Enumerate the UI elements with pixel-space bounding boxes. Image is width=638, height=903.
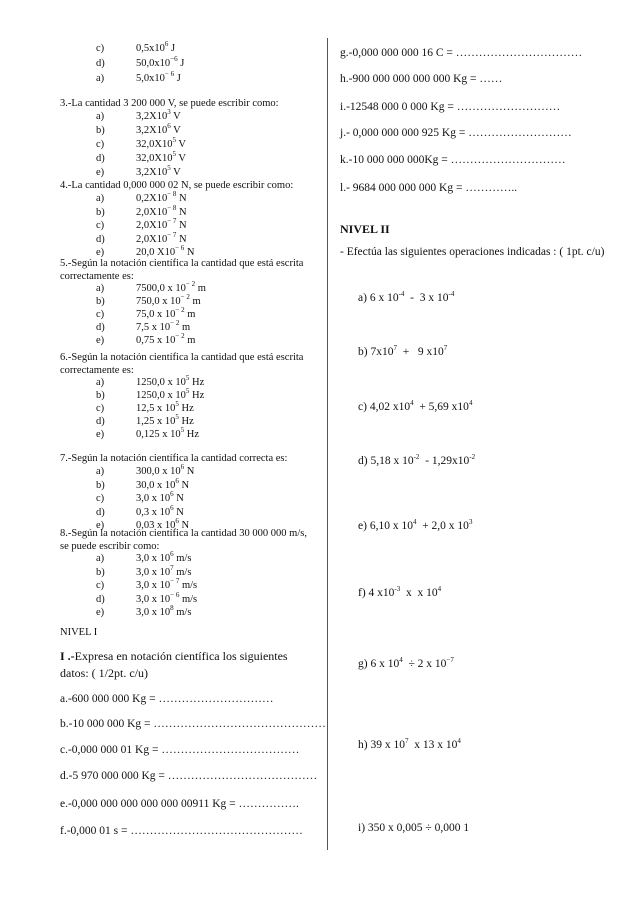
option-value bbox=[136, 55, 185, 70]
operation-row bbox=[358, 658, 454, 670]
option-letter: a) bbox=[96, 283, 105, 294]
option-value bbox=[136, 387, 205, 402]
section-heading: NIVEL II bbox=[340, 222, 390, 236]
option-letter: a) bbox=[96, 111, 105, 122]
option-mantissa: 30,0 x 10 bbox=[136, 479, 176, 491]
option-mantissa: 2,0X10 bbox=[136, 233, 168, 245]
operation-term: 6 x 10 bbox=[369, 292, 399, 304]
option-letter: c) bbox=[96, 493, 105, 504]
option-mantissa: 1250,0 x 10 bbox=[136, 390, 186, 401]
option-mantissa: 300,0 x 10 bbox=[136, 466, 181, 477]
option-mantissa: 7500,0 x 10 bbox=[136, 283, 186, 294]
option-exponent: 6 bbox=[170, 503, 174, 512]
question-prompt: 4.-La cantidad 0,000 000 02 N, se puede escribir como: bbox=[60, 180, 294, 191]
option-letter: a) bbox=[96, 193, 105, 204]
question-prompt: 6.-Según la notación científica la cantidad que está escrita correctamente es: bbox=[60, 352, 304, 376]
option-letter: c) bbox=[96, 220, 105, 231]
option-unit: Hz bbox=[181, 416, 194, 427]
operation-term: 4,02 x10 bbox=[369, 401, 411, 413]
option-unit: Hz bbox=[192, 377, 205, 388]
operation-letter: h) bbox=[358, 739, 368, 751]
option-exponent: 5 bbox=[172, 150, 176, 158]
option-letter: c) bbox=[96, 403, 105, 414]
fill-in-item: e.-0,000 000 000 000 000 00911 Kg = ……………. bbox=[60, 798, 299, 810]
operation-row bbox=[358, 520, 472, 532]
option-value bbox=[136, 108, 181, 123]
fill-in-item: g.-0,000 000 000 16 C = …………………………… bbox=[340, 47, 583, 59]
option-value bbox=[136, 164, 181, 179]
option-mantissa: 50,0x10 bbox=[136, 58, 171, 69]
operation-exponent: 7 bbox=[393, 344, 397, 352]
option-value bbox=[136, 563, 192, 579]
option-mantissa: 5,0x10 bbox=[136, 73, 165, 84]
option-value bbox=[136, 217, 187, 232]
option-exponent: − 2 bbox=[170, 319, 180, 327]
operation-letter: i) bbox=[358, 822, 366, 834]
option-letter: a) bbox=[96, 377, 105, 388]
option-mantissa: 12,5 x 10 bbox=[136, 403, 176, 414]
option-value bbox=[136, 306, 196, 321]
option-exponent: 5 bbox=[185, 374, 190, 382]
option-exponent: − 7 bbox=[167, 217, 177, 225]
option-mantissa: 3,0 x 10 bbox=[136, 493, 171, 504]
option-letter: a) bbox=[96, 466, 105, 477]
option-letter: c) bbox=[96, 139, 105, 150]
option-letter: e) bbox=[96, 520, 105, 531]
option-letter: d) bbox=[96, 58, 105, 69]
option-unit: m/s bbox=[176, 607, 192, 618]
operation-term: + 9 x10 bbox=[396, 346, 444, 358]
option-letter: e) bbox=[96, 607, 105, 618]
option-mantissa: 20,0 X10 bbox=[136, 247, 176, 258]
question-prompt: 7.-Según la notación científica la cantidad correcta es: bbox=[60, 453, 288, 464]
fill-in-item: j.- 0,000 000 000 925 Kg = ……………………… bbox=[340, 127, 572, 139]
option-exponent: 6 bbox=[175, 476, 179, 485]
option-unit: N bbox=[176, 493, 184, 504]
option-exponent: − 2 bbox=[175, 306, 185, 314]
option-mantissa: 3,0 x 10 bbox=[136, 593, 171, 605]
option-mantissa: 2,0X10 bbox=[136, 206, 168, 218]
option-exponent: 6 bbox=[167, 122, 171, 130]
operation-term: x x 10 bbox=[400, 587, 438, 599]
option-value bbox=[136, 476, 190, 492]
option-letter: c) bbox=[96, 309, 105, 320]
operation-term: + 5,69 x10 bbox=[413, 401, 469, 413]
operation-exponent: -4 bbox=[398, 290, 405, 298]
option-value bbox=[136, 590, 198, 606]
option-exponent: − 2 bbox=[175, 332, 185, 340]
fill-in-item: a.-600 000 000 Kg = ………………………… bbox=[60, 693, 274, 705]
operation-term: ÷ 2 x 10 bbox=[402, 658, 447, 670]
option-letter: d) bbox=[96, 233, 105, 245]
option-mantissa: 0,75 x 10 bbox=[136, 335, 176, 346]
option-exponent: − 7 bbox=[170, 577, 180, 585]
operation-row bbox=[358, 587, 441, 599]
operation-term: + 2,0 x 10 bbox=[416, 520, 469, 532]
operation-term: x 13 x 10 bbox=[408, 739, 458, 751]
option-unit: m/s bbox=[176, 566, 192, 578]
operation-exponent: 4 bbox=[437, 585, 442, 593]
option-value bbox=[136, 604, 192, 619]
option-letter: c) bbox=[96, 580, 105, 591]
option-letter: d) bbox=[96, 416, 105, 427]
option-exponent: 6 bbox=[170, 550, 174, 558]
operation-exponent: 4 bbox=[410, 399, 414, 407]
operation-letter: f) bbox=[358, 587, 366, 599]
option-unit: N bbox=[179, 193, 187, 204]
option-value bbox=[136, 374, 205, 389]
operation-exponent: -2 bbox=[413, 453, 420, 461]
option-unit: V bbox=[173, 111, 181, 122]
operation-letter: e) bbox=[358, 520, 367, 532]
option-unit: V bbox=[178, 153, 186, 164]
operation-row bbox=[358, 822, 469, 834]
question-prompt: 8.-Según la notación científica la cantidad 30 000 000 m/s, se puede escribir como: bbox=[60, 528, 307, 552]
option-exponent: 5 bbox=[167, 164, 171, 172]
option-unit: N bbox=[186, 247, 195, 258]
operation-term: 7x10 bbox=[370, 346, 394, 358]
operation-term: 39 x 10 bbox=[370, 739, 405, 751]
operation-term: 5,18 x 10 bbox=[370, 455, 414, 467]
option-unit: m bbox=[187, 335, 196, 346]
operation-row bbox=[358, 455, 475, 467]
fill-in-item: i.-12548 000 0 000 Kg = ……………………… bbox=[340, 101, 561, 113]
option-exponent: 7 bbox=[170, 563, 174, 572]
operation-exponent: 7 bbox=[404, 737, 409, 745]
operation-term: 4 x10 bbox=[368, 587, 395, 599]
option-exponent: − 8 bbox=[167, 190, 177, 198]
operation-letter: a) bbox=[358, 292, 367, 304]
option-value bbox=[136, 400, 194, 415]
option-mantissa: 3,0 x 10 bbox=[136, 607, 171, 618]
option-unit: Hz bbox=[186, 429, 199, 440]
option-mantissa: 0,125 x 10 bbox=[136, 429, 181, 440]
option-value bbox=[136, 203, 187, 219]
option-exponent: 3 bbox=[167, 108, 171, 116]
option-letter: a) bbox=[96, 553, 105, 564]
operation-row bbox=[358, 292, 454, 304]
operation-exponent: 4 bbox=[457, 737, 461, 745]
operation-letter: d) bbox=[358, 455, 368, 467]
option-value bbox=[136, 490, 184, 505]
option-exponent: 6 bbox=[164, 40, 169, 48]
option-letter: b) bbox=[96, 479, 105, 491]
option-mantissa: 1250,0 x 10 bbox=[136, 377, 186, 388]
option-unit: J bbox=[176, 73, 181, 84]
option-unit: Hz bbox=[181, 403, 194, 414]
option-unit: m bbox=[181, 322, 191, 333]
option-mantissa: 3,0 x 10 bbox=[136, 566, 171, 578]
section-instruction bbox=[60, 648, 310, 682]
option-mantissa: 3,2X10 bbox=[136, 125, 168, 136]
option-mantissa: 750,0 x 10 bbox=[136, 296, 181, 307]
fill-in-item: d.-5 970 000 000 Kg = ………………………………… bbox=[60, 770, 318, 782]
option-value bbox=[136, 332, 196, 347]
question-prompt: 3.-La cantidad 3 200 000 V, se puede escribir como: bbox=[60, 98, 279, 109]
option-unit: J bbox=[180, 58, 185, 69]
option-letter: e) bbox=[96, 167, 105, 178]
operation-row bbox=[358, 401, 472, 413]
option-value bbox=[136, 426, 199, 441]
option-exponent: 5 bbox=[172, 136, 176, 144]
option-letter: e) bbox=[96, 335, 105, 346]
instruction-text: Expresa en notación científica los siguientes datos: ( 1/2pt. c/u) bbox=[60, 649, 288, 680]
option-letter: d) bbox=[96, 506, 105, 518]
option-unit: m/s bbox=[181, 593, 198, 605]
fill-in-item: k.-10 000 000 000Kg = ………………………… bbox=[340, 154, 566, 166]
option-unit: m/s bbox=[176, 553, 192, 564]
option-mantissa: 3,2X10 bbox=[136, 111, 168, 122]
option-exponent: − 2 bbox=[180, 293, 190, 301]
option-unit: N bbox=[181, 520, 190, 531]
option-exponent: 5 bbox=[185, 387, 190, 395]
option-mantissa: 3,0 x 10 bbox=[136, 580, 171, 591]
option-letter: b) bbox=[96, 296, 105, 307]
option-value bbox=[136, 40, 176, 55]
option-unit: J bbox=[171, 43, 176, 54]
option-letter: c) bbox=[96, 43, 105, 54]
option-exponent: − 6 bbox=[170, 590, 180, 599]
option-unit: N bbox=[176, 506, 184, 518]
fill-in-item: b.-10 000 000 Kg = ……………………………………… bbox=[60, 718, 326, 730]
option-letter: b) bbox=[96, 566, 105, 578]
option-mantissa: 7,5 x 10 bbox=[136, 322, 171, 333]
operation-term: - 1,29x10 bbox=[419, 455, 470, 467]
operation-exponent: -2 bbox=[469, 453, 476, 461]
operation-exponent: 4 bbox=[412, 518, 417, 526]
option-value bbox=[136, 190, 187, 205]
option-exponent: 6 bbox=[170, 490, 174, 498]
fill-in-item: c.-0,000 000 01 Kg = ……………………………… bbox=[60, 744, 300, 756]
fill-in-item: l.- 9684 000 000 000 Kg = ………….. bbox=[340, 182, 518, 194]
option-exponent: 6 bbox=[180, 463, 185, 471]
option-unit: N bbox=[181, 479, 190, 491]
option-exponent: 8 bbox=[170, 604, 174, 612]
option-exponent: 5 bbox=[175, 400, 179, 408]
option-mantissa: 0,3 x 10 bbox=[136, 506, 171, 518]
operation-exponent: 4 bbox=[468, 399, 473, 407]
option-mantissa: 2,0X10 bbox=[136, 220, 168, 231]
operation-letter: c) bbox=[358, 401, 367, 413]
option-exponent: 5 bbox=[180, 426, 185, 434]
option-mantissa: 3,2X10 bbox=[136, 167, 168, 178]
option-exponent: − 6 bbox=[175, 244, 185, 252]
option-exponent: − 8 bbox=[167, 203, 177, 212]
operation-exponent: 3 bbox=[468, 518, 473, 526]
option-value bbox=[136, 280, 206, 295]
operation-row bbox=[358, 346, 447, 358]
operation-letter: g) bbox=[358, 658, 368, 670]
operation-term: 6 x 10 bbox=[370, 658, 400, 670]
option-exponent: 6 bbox=[175, 517, 179, 525]
option-value bbox=[136, 550, 192, 565]
option-exponent: − 2 bbox=[185, 280, 196, 288]
option-value bbox=[136, 70, 181, 85]
option-value bbox=[136, 293, 201, 308]
option-unit: N bbox=[179, 233, 187, 245]
option-mantissa: 3,0 x 10 bbox=[136, 553, 171, 564]
option-exponent: 5 bbox=[175, 413, 179, 421]
option-exponent: − 7 bbox=[167, 230, 177, 239]
section-label: I .- bbox=[60, 649, 75, 663]
fill-in-item: h.-900 000 000 000 000 Kg = …… bbox=[340, 73, 503, 85]
operation-exponent: −7 bbox=[446, 656, 454, 664]
option-letter: a) bbox=[96, 73, 105, 84]
option-letter: d) bbox=[96, 593, 105, 605]
option-mantissa: 32,0X10 bbox=[136, 153, 173, 164]
operation-exponent: -4 bbox=[448, 290, 455, 298]
option-unit: m bbox=[197, 283, 206, 294]
question-prompt: 5.-Según la notación científica la cantidad que está escrita correctamente es: bbox=[60, 258, 304, 282]
section-heading: NIVEL I bbox=[60, 627, 98, 638]
option-unit: N bbox=[179, 206, 187, 218]
option-letter: e) bbox=[96, 429, 105, 440]
option-unit: N bbox=[179, 220, 187, 231]
option-value bbox=[136, 577, 198, 592]
option-unit: N bbox=[186, 466, 195, 477]
operation-exponent: 7 bbox=[443, 344, 448, 352]
option-value bbox=[136, 150, 186, 165]
option-mantissa: 1,25 x 10 bbox=[136, 416, 176, 427]
option-letter: b) bbox=[96, 125, 105, 136]
option-value bbox=[136, 413, 194, 428]
option-unit: m bbox=[192, 296, 201, 307]
operation-exponent: -3 bbox=[394, 585, 401, 593]
operation-term: 6,10 x 10 bbox=[369, 520, 413, 532]
option-mantissa: 32,0X10 bbox=[136, 139, 173, 150]
option-unit: V bbox=[173, 167, 181, 178]
option-letter: b) bbox=[96, 390, 105, 401]
option-exponent: − 6 bbox=[164, 70, 175, 78]
option-mantissa: 0,2X10 bbox=[136, 193, 168, 204]
option-exponent: −6 bbox=[170, 55, 178, 63]
option-unit: m bbox=[187, 309, 196, 320]
option-mantissa: 0,5x10 bbox=[136, 43, 165, 54]
operation-letter: b) bbox=[358, 346, 368, 358]
operation-term: - 3 x 10 bbox=[404, 292, 449, 304]
operation-term: 350 x 0,005 ÷ 0,000 1 bbox=[367, 822, 470, 834]
option-letter: b) bbox=[96, 206, 105, 218]
option-unit: Hz bbox=[192, 390, 205, 401]
section-instruction: - Efectúa las siguientes operaciones indicadas : ( 1pt. c/u) bbox=[340, 246, 605, 258]
option-unit: V bbox=[178, 139, 186, 150]
option-value bbox=[136, 463, 195, 478]
option-letter: e) bbox=[96, 247, 105, 258]
option-mantissa: 0,03 x 10 bbox=[136, 520, 176, 531]
option-unit: m/s bbox=[181, 580, 198, 591]
option-value bbox=[136, 136, 186, 151]
option-unit: V bbox=[173, 125, 181, 136]
option-letter: d) bbox=[96, 322, 105, 333]
option-letter: d) bbox=[96, 153, 105, 164]
fill-in-item: f.-0,000 01 s = ……………………………………… bbox=[60, 825, 303, 837]
operation-exponent: 4 bbox=[399, 656, 403, 664]
option-mantissa: 75,0 x 10 bbox=[136, 309, 176, 320]
operation-row bbox=[358, 739, 461, 751]
